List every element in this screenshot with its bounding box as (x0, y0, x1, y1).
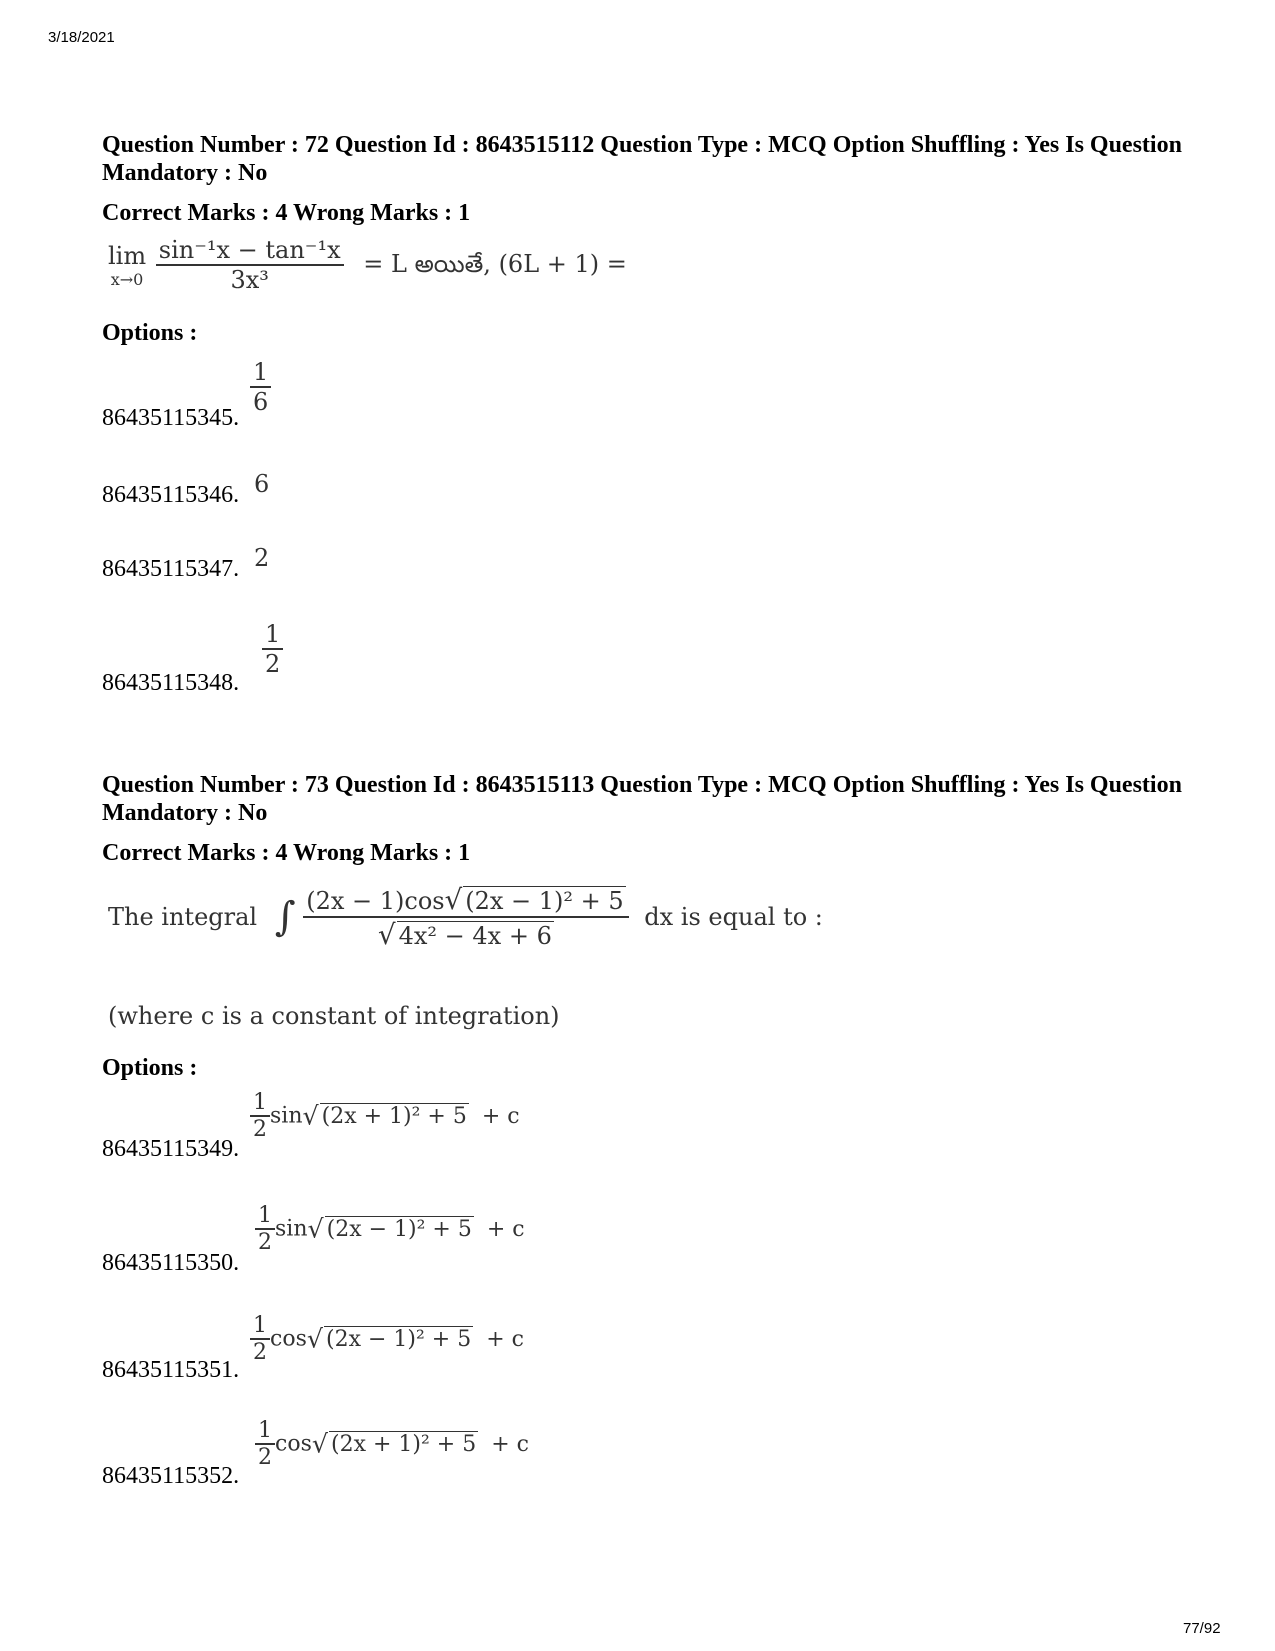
option-id: 86435115345. (102, 405, 240, 431)
option-id: 86435115346. (102, 482, 240, 508)
option-expression: $\frac{1}{2}$ sin√ (2x + 1)² + 5 + c (250, 1090, 520, 1142)
stem-denominator: 3x³ (156, 264, 344, 294)
question-73-marks: Correct Marks : 4 Wrong Marks : 1 (102, 840, 471, 866)
question-73-meta: Question Number : 73 Question Id : 8643515113 Question Type : MCQ Option Shuffling : Yes Is Question Mandatory : No (102, 772, 1182, 826)
option-fraction: $\frac{1}{6}$ (250, 358, 271, 416)
option-id: 86435115347. (102, 556, 240, 582)
question-72-stem (108, 236, 627, 294)
stem-note: (where c is a constant of integration) (108, 1002, 560, 1030)
page-number: 77/92 (1183, 1620, 1221, 1637)
stem-lead: The integral (108, 903, 258, 931)
option-expression: $\frac{1}{2}$ cos√ (2x − 1)² + 5 + c (250, 1313, 524, 1365)
option-id: 86435115349. (102, 1136, 240, 1162)
option-id: 86435115350. (102, 1250, 240, 1276)
integral-sign: ∫ (274, 894, 296, 940)
stem-numerator-lead: (2x − 1)cos (306, 887, 445, 915)
option-value: 2 (254, 544, 270, 572)
option-id: 86435115351. (102, 1357, 240, 1383)
header-date: 3/18/2021 (48, 29, 115, 46)
question-72-marks: Correct Marks : 4 Wrong Marks : 1 (102, 200, 471, 226)
limit-subscript: x→0 (110, 269, 144, 289)
stem-numerator-radicand: (2x − 1)² + 5 (465, 887, 624, 915)
option-fraction: $\frac{1}{2}$ (262, 620, 283, 678)
question-72-meta: Question Number : 72 Question Id : 8643515112 Question Type : MCQ Option Shuffling : Yes Is Question Mandatory : No (102, 132, 1182, 186)
option-expression: $\frac{1}{2}$ cos√ (2x + 1)² + 5 + c (255, 1418, 529, 1470)
option-expression: $\frac{1}{2}$ sin√ (2x − 1)² + 5 + c (255, 1203, 525, 1255)
options-label: Options : (102, 320, 198, 346)
limit-label: lim (108, 241, 147, 270)
stem-rest: = L అయితే, (6L + 1) = (363, 249, 627, 278)
option-value: 6 (254, 470, 270, 498)
option-id: 86435115352. (102, 1463, 240, 1489)
options-label: Options : (102, 1055, 198, 1081)
stem-denominator-radicand: 4x² − 4x + 6 (398, 922, 552, 950)
stem-tail: dx is equal to : (644, 903, 823, 931)
stem-numerator: sin⁻¹x − tan⁻¹x (158, 236, 341, 264)
question-73-stem: The integral ∫ $\frac{\text{(2x − 1)cos√ (2x − 1)² + 5}}{\text{√ 4x² − 4x + 6}}$ dx is equal to : (108, 883, 823, 951)
option-id: 86435115348. (102, 670, 240, 696)
